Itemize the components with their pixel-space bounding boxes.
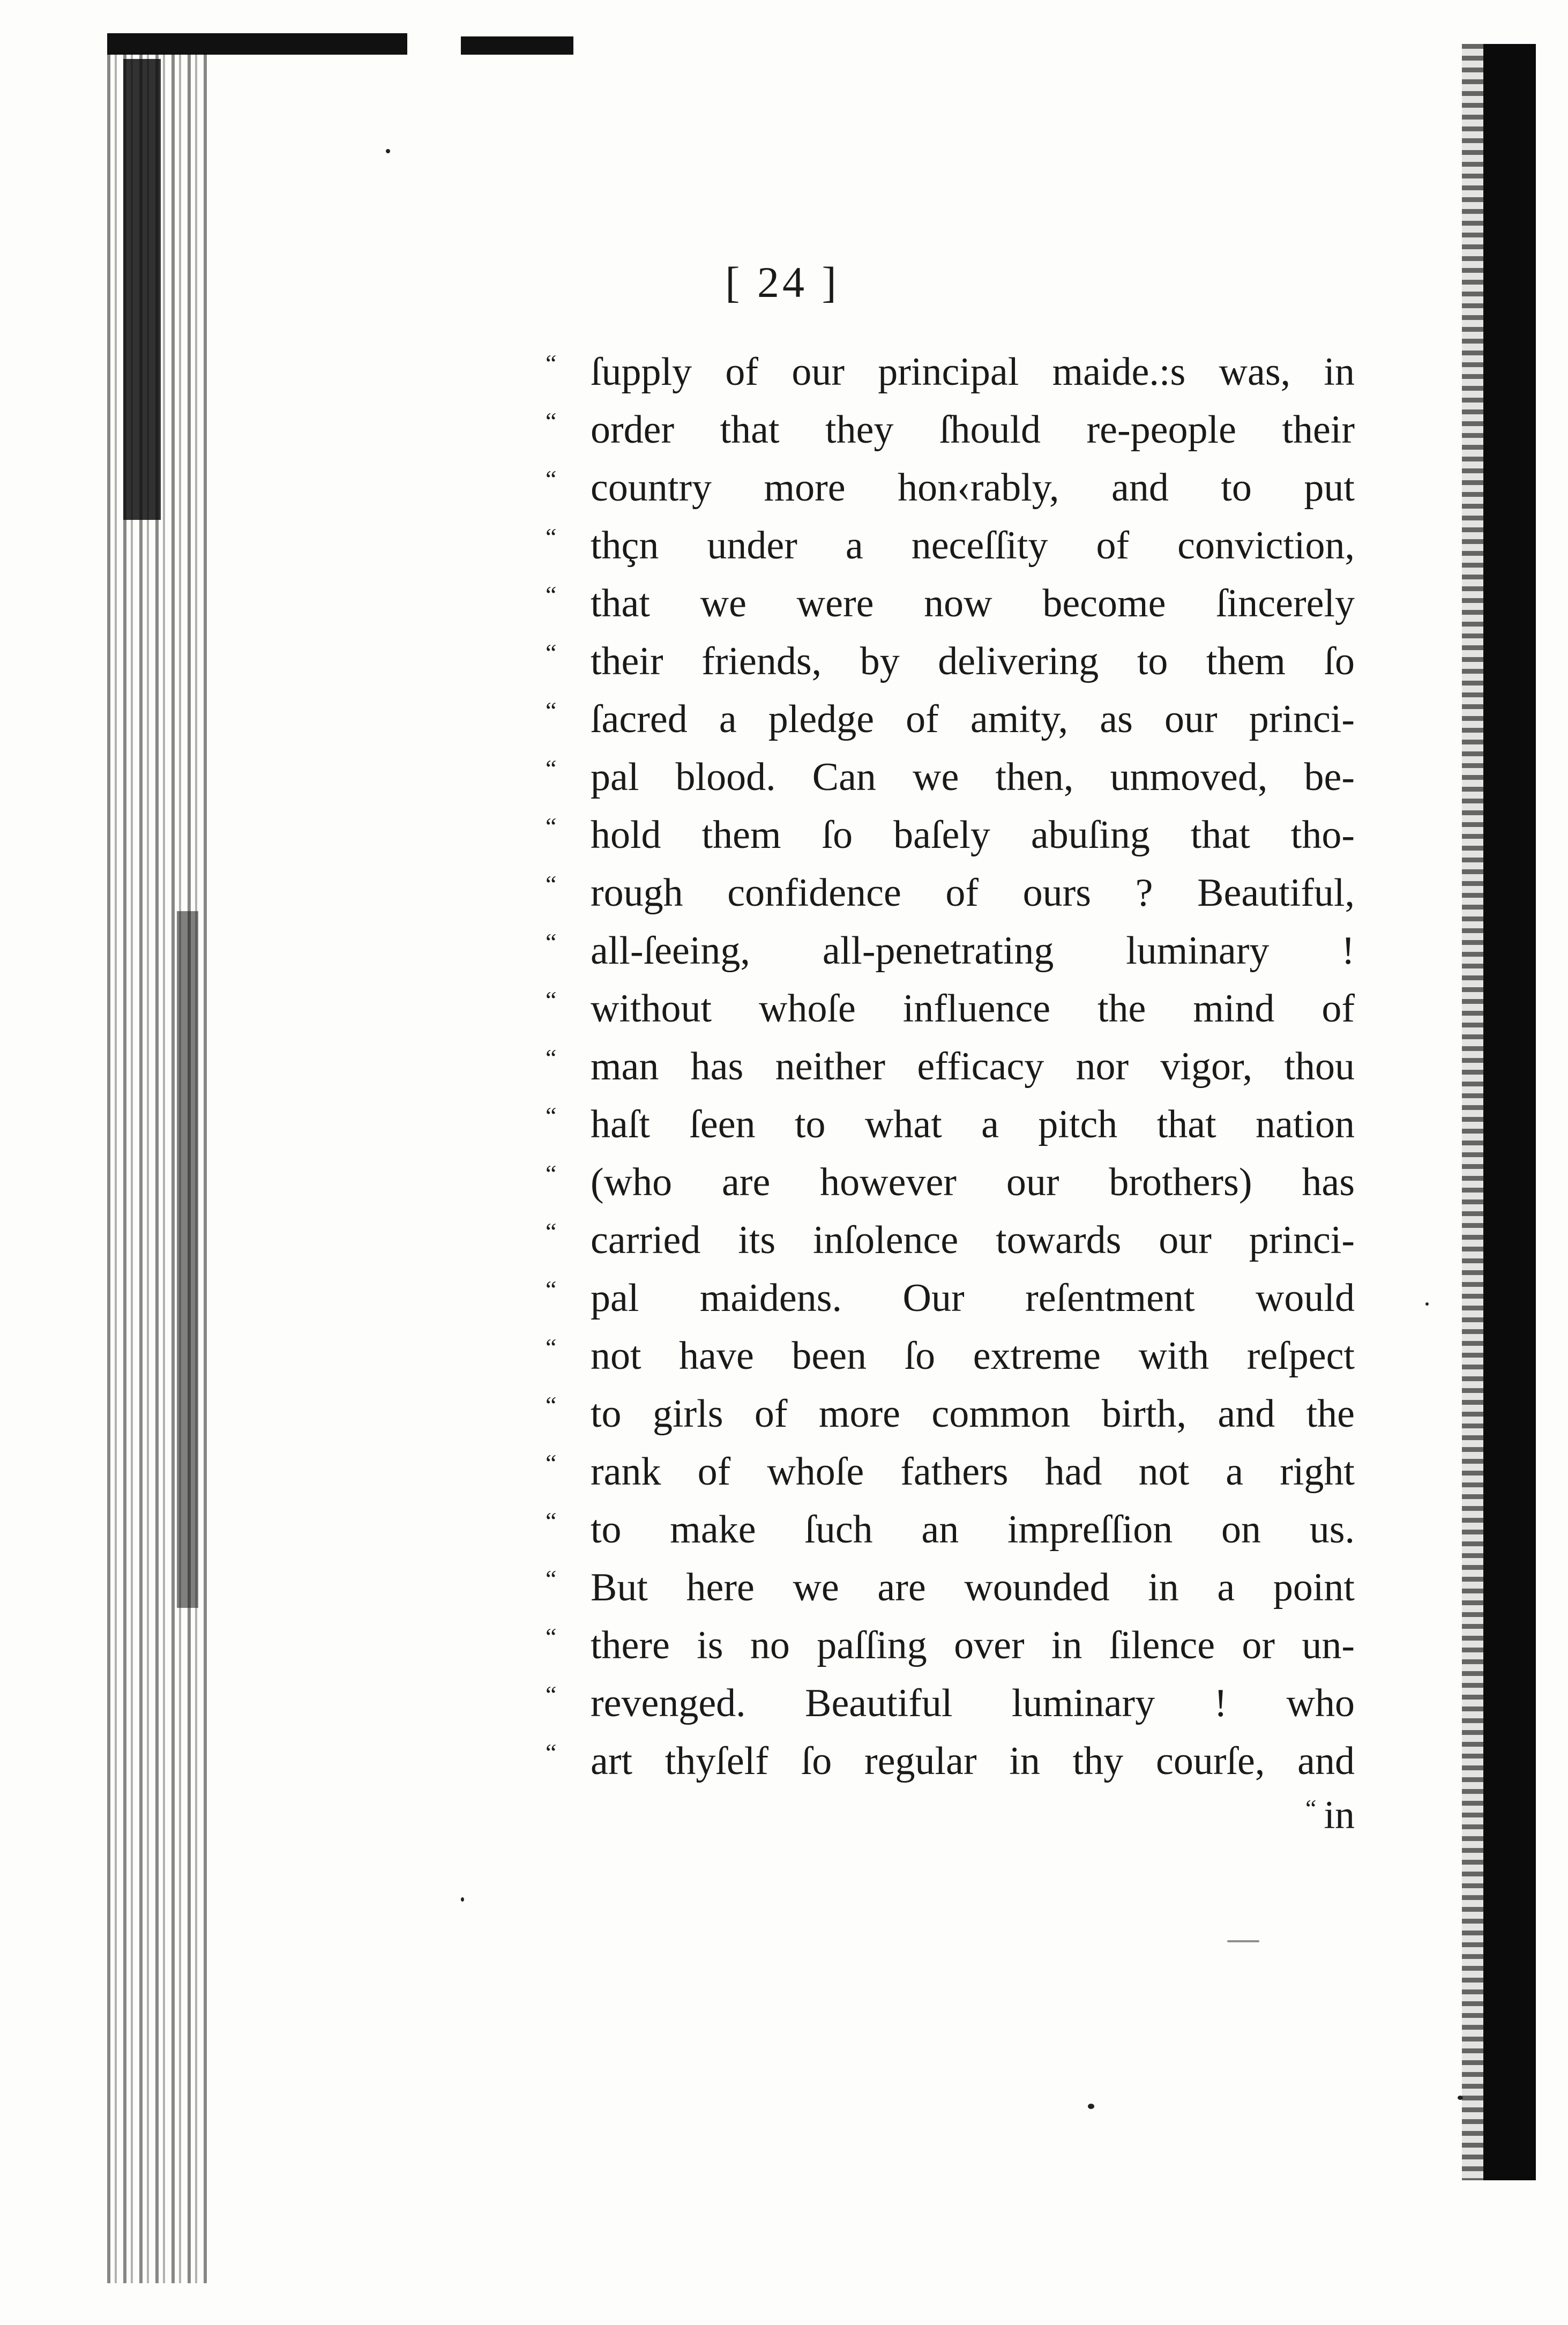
quote-mark: “ bbox=[546, 1218, 557, 1245]
quote-mark: “ bbox=[546, 1160, 557, 1187]
text-line: “ rank of whoſe fathers had not a right bbox=[546, 1443, 1355, 1501]
text-line: “ without whoſe influence the mind of bbox=[546, 980, 1355, 1038]
page-edge-right bbox=[1483, 44, 1536, 2180]
speck bbox=[1425, 1302, 1429, 1306]
body-text bbox=[546, 343, 1355, 1790]
binding-shadow-lower bbox=[177, 911, 198, 1608]
quote-mark: “ bbox=[546, 986, 557, 1014]
text-line: “ country more hon‹rably, and to put bbox=[546, 459, 1355, 517]
text-line: “ ſupply of our principal maide.:s was, in bbox=[546, 343, 1355, 401]
quote-mark: “ bbox=[546, 349, 557, 377]
text-line: “ revenged. Beautiful luminary ! who bbox=[546, 1674, 1355, 1732]
text-line: “ pal blood. Can we then, unmoved, be- bbox=[546, 748, 1355, 806]
quote-mark: “ bbox=[546, 465, 557, 493]
text-line: “ to make ſuch an impreſſion on us. bbox=[546, 1501, 1355, 1559]
quote-mark: “ bbox=[546, 1333, 557, 1361]
speck bbox=[461, 1897, 464, 1902]
text-line: “ But here we are wounded in a point bbox=[546, 1559, 1355, 1616]
quote-mark: “ bbox=[546, 1623, 557, 1650]
text-line: “ haſt ſeen to what a pitch that nation bbox=[546, 1096, 1355, 1153]
quote-mark: “ bbox=[546, 523, 557, 550]
text-line: “ rough confidence of ours ? Beautiful, bbox=[546, 864, 1355, 922]
text-line: “ their friends, by delivering to them ſo bbox=[546, 632, 1355, 690]
page-number: [ 24 ] bbox=[725, 258, 840, 307]
text-line: “ ſacred a pledge of amity, as our princi- bbox=[546, 690, 1355, 748]
quote-mark: “ bbox=[1305, 1794, 1317, 1822]
quote-mark: “ bbox=[546, 1044, 557, 1071]
text-line: “ thçn under a neceſſity of conviction, bbox=[546, 517, 1355, 575]
quote-mark: “ bbox=[546, 1391, 557, 1419]
catchword-text: in bbox=[1324, 1793, 1355, 1837]
quote-mark: “ bbox=[546, 813, 557, 840]
text-line: “ there is no paſſing over in ſilence or un- bbox=[546, 1616, 1355, 1674]
speck bbox=[1227, 1940, 1259, 1942]
text-line: “ not have been ſo extreme with reſpect bbox=[546, 1327, 1355, 1385]
text-line: “ man has neither efficacy nor vigor, thou bbox=[546, 1038, 1355, 1096]
quote-mark: “ bbox=[546, 1102, 557, 1129]
catchword bbox=[546, 1779, 1355, 1844]
quote-mark: “ bbox=[546, 1449, 557, 1477]
quote-mark: “ bbox=[546, 870, 557, 898]
quote-mark: “ bbox=[546, 639, 557, 666]
scan-edge-top-mid bbox=[461, 36, 573, 55]
page-edge-fray bbox=[1462, 44, 1485, 2180]
speck bbox=[1088, 2104, 1094, 2109]
quote-mark: “ bbox=[546, 697, 557, 724]
quote-mark: “ bbox=[546, 1276, 557, 1303]
quote-mark: “ bbox=[546, 928, 557, 956]
text-line: “ to girls of more common birth, and the bbox=[546, 1385, 1355, 1443]
quote-mark: “ bbox=[546, 755, 557, 782]
quote-mark: “ bbox=[546, 1565, 557, 1592]
quote-mark: “ bbox=[546, 1739, 557, 1766]
text-line: “ (who are however our brothers) has bbox=[546, 1153, 1355, 1211]
text-line: “ hold them ſo baſely abuſing that tho- bbox=[546, 806, 1355, 864]
text-line: “ order that they ſhould re-people their bbox=[546, 401, 1355, 459]
binding-shadow bbox=[123, 59, 161, 520]
text-line: “ art thyſelf ſo regular in thy courſe, and bbox=[546, 1732, 1355, 1790]
text-line: “ carried its inſolence towards our princi- bbox=[546, 1211, 1355, 1269]
text-line: “ all-ſeeing, all-penetrating luminary ! bbox=[546, 922, 1355, 980]
quote-mark: “ bbox=[546, 407, 557, 435]
text-line: “ that we were now become ſincerely bbox=[546, 575, 1355, 632]
quote-mark: “ bbox=[546, 581, 557, 608]
quote-mark: “ bbox=[546, 1681, 557, 1708]
text-line: “ pal maidens. Our reſentment would bbox=[546, 1269, 1355, 1327]
scan-edge-top-left bbox=[107, 33, 407, 55]
speck bbox=[386, 149, 390, 153]
quote-mark: “ bbox=[546, 1507, 557, 1534]
speck bbox=[1458, 2096, 1463, 2100]
